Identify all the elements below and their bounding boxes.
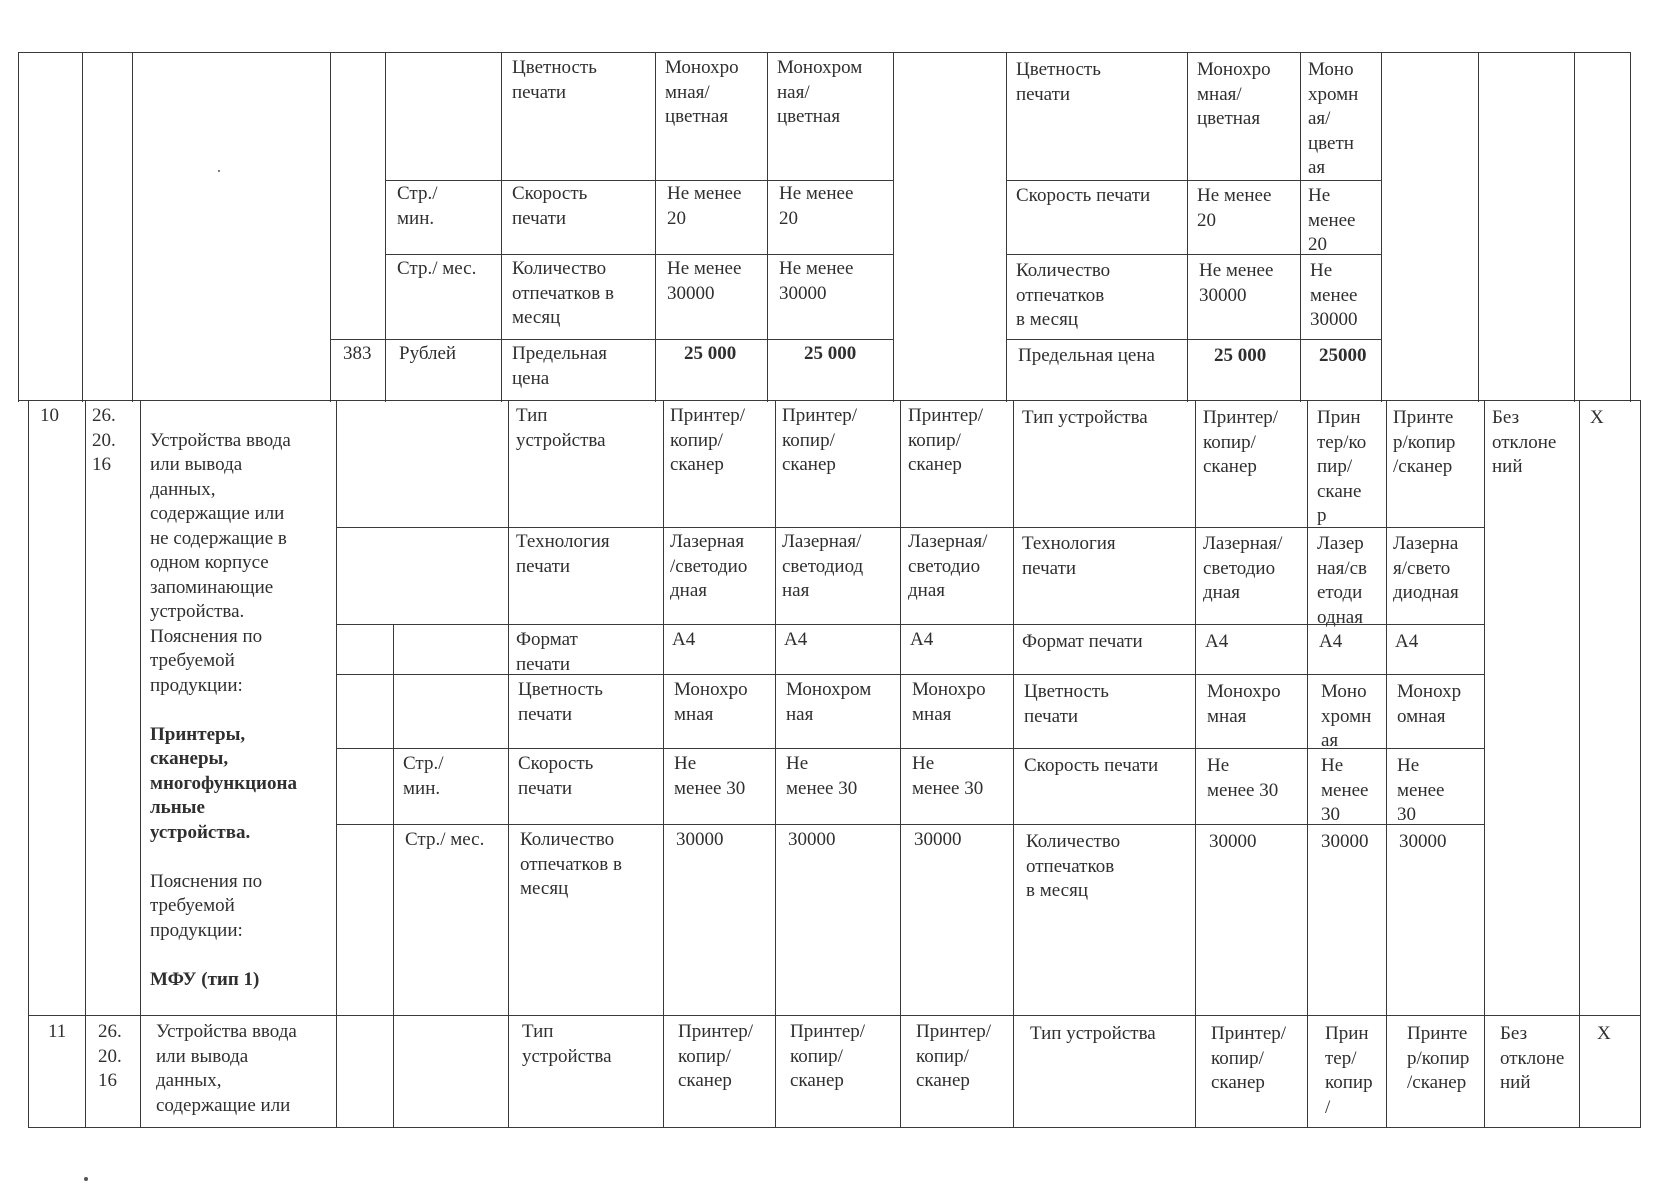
type-value: Принтер/ копир/ сканер — [1203, 407, 1279, 477]
table-border — [18, 400, 1640, 401]
code-cell: 383 — [343, 343, 372, 364]
price-value: 25 000 — [684, 343, 737, 364]
x-mark: X — [1590, 407, 1604, 428]
type-value: Прин тер/ко пир/ скане р — [1317, 407, 1367, 526]
type-label: Тип устройства — [1022, 407, 1148, 428]
deviation-note: Без отклоне ний — [1492, 407, 1557, 477]
color-label: Цветность печати — [1024, 681, 1109, 727]
okpd-code: 26. 20. 16 — [98, 1021, 122, 1091]
speed-value: Не менее 30 — [912, 753, 984, 799]
unit-cell: Рублей — [399, 343, 457, 364]
tech-label: Технология печати — [1022, 533, 1116, 579]
table-border — [508, 400, 509, 1128]
scan-speck — [218, 170, 220, 172]
row-number: 11 — [48, 1021, 67, 1042]
table-border — [1478, 52, 1479, 402]
product-description: Устройства ввода или вывода данных, содержащие или — [156, 1021, 297, 1116]
table-border — [1195, 400, 1196, 1128]
type-value: Принтер/ копир/ сканер — [1211, 1023, 1287, 1093]
table-border — [1006, 52, 1007, 402]
table-border — [82, 52, 83, 402]
speed-value: Не менее 20 — [667, 183, 742, 229]
table-border — [1307, 400, 1308, 1128]
count-value: 30000 — [1209, 831, 1257, 852]
price-value: 25 000 — [1214, 345, 1267, 366]
row-number: 10 — [40, 405, 59, 426]
format-value: А4 — [1319, 631, 1343, 652]
table-border — [85, 400, 86, 1128]
table-border — [385, 52, 386, 402]
table-border — [336, 824, 1484, 825]
format-value: А4 — [784, 629, 808, 650]
speed-value: Не менее 30 — [786, 753, 858, 799]
type-value: Принтер/ копир/ сканер — [782, 405, 858, 475]
type-label: Тип устройства — [522, 1021, 612, 1067]
count-value: Не менее 30000 — [667, 258, 742, 304]
description-text: Пояснения по требуемой продукции: — [150, 870, 263, 941]
color-value: Моно хромн ая/ цветн ая — [1308, 59, 1359, 178]
type-value: Принте р/копир /сканер — [1393, 407, 1456, 477]
speed-value: Не менее 30 — [1397, 755, 1445, 825]
count-label: Количество отпечатков в месяц — [512, 258, 614, 328]
table-border — [1484, 400, 1485, 1128]
price-label: Предельная цена — [1018, 345, 1155, 366]
count-value: 30000 — [788, 829, 836, 850]
color-label: Цветность печати — [1016, 59, 1101, 105]
tech-value: Лазерная/ светодио дная — [908, 531, 988, 601]
color-value: Монохро мная — [912, 679, 986, 725]
tech-label: Технология печати — [516, 531, 610, 577]
table-border — [336, 624, 1484, 625]
speed-label: Скорость печати — [1024, 755, 1159, 776]
table-border — [1187, 52, 1188, 402]
type-value: Принтер/ копир/ сканер — [916, 1021, 992, 1091]
price-value: 25 000 — [804, 343, 857, 364]
format-label: Формат печати — [1022, 631, 1143, 652]
x-mark: X — [1597, 1023, 1611, 1044]
price-value: 25000 — [1319, 345, 1367, 366]
speed-label: Скорость печати — [512, 183, 588, 229]
speed-label: Скорость печати — [1016, 185, 1151, 206]
type-value: Принтер/ копир/ сканер — [790, 1021, 866, 1091]
tech-value: Лазерная/ светодио дная — [1203, 533, 1283, 603]
tech-value: Лазерная/ светодиод ная — [782, 531, 864, 601]
description-text: Устройства ввода или вывода данных, содержащие или не содержащие в одном корпусе запоминающие устройства. Пояснения по требуемой продукции: — [150, 429, 291, 696]
unit-cell: Стр./ мин. — [397, 183, 438, 229]
type-value: Принтер/ копир/ сканер — [670, 405, 746, 475]
description-product-type: Принтеры, сканеры, многофункциона льные устройства. — [150, 723, 297, 843]
type-value: Принте р/копир /сканер — [1407, 1023, 1470, 1093]
deviation-note: Без отклоне ний — [1500, 1023, 1565, 1093]
color-value: Монохр омная — [1397, 681, 1462, 727]
table-border — [385, 254, 893, 255]
table-border — [140, 400, 141, 1128]
color-value: Монохро мная/ цветная — [1197, 59, 1271, 129]
tech-value: Лазерна я/свето диодная — [1393, 533, 1459, 603]
table-border — [1574, 52, 1575, 402]
table-border — [28, 1127, 1640, 1128]
count-value: Не менее 30000 — [1199, 260, 1274, 306]
table-border — [336, 527, 1484, 528]
count-label: Количество отпечатков в месяц — [1026, 831, 1121, 901]
format-value: А4 — [910, 629, 934, 650]
speed-value: Не менее 20 — [1308, 185, 1356, 255]
table-border — [1579, 400, 1580, 1128]
table-border — [663, 400, 664, 1128]
table-border — [1381, 52, 1382, 402]
speed-label: Скорость печати — [518, 753, 594, 799]
table-border — [18, 52, 1630, 53]
table-border — [1640, 400, 1641, 1128]
table-border — [1300, 52, 1301, 402]
color-value: Монохром ная/ цветная — [777, 57, 863, 127]
table-border — [336, 748, 1484, 749]
count-label: Количество отпечатков в месяц — [520, 829, 622, 899]
type-label: Тип устройства — [516, 405, 606, 451]
table-border — [655, 52, 656, 402]
type-value: Принтер/ копир/ сканер — [908, 405, 984, 475]
color-value: Моно хромн ая — [1321, 681, 1372, 751]
price-label: Предельная цена — [512, 343, 607, 389]
tech-value: Лазерная /светодио дная — [670, 531, 748, 601]
color-value: Монохром ная — [786, 679, 872, 725]
count-value: 30000 — [676, 829, 724, 850]
table-border — [501, 52, 502, 402]
speed-value: Не менее 30 — [1207, 755, 1279, 801]
table-border — [767, 52, 768, 402]
color-value: Монохро мная — [674, 679, 748, 725]
table-border — [1006, 339, 1381, 340]
table-border — [1630, 52, 1631, 402]
unit-cell: Стр./ мин. — [403, 753, 444, 799]
unit-cell: Стр./ мес. — [405, 829, 485, 850]
color-label: Цветность печати — [512, 57, 597, 103]
table-border — [1386, 400, 1387, 1128]
table-border — [330, 52, 331, 402]
unit-cell: Стр./ мес. — [397, 258, 477, 279]
description-model: МФУ (тип 1) — [150, 968, 260, 990]
table-border — [132, 52, 133, 402]
type-value: Прин тер/ копир / — [1325, 1023, 1373, 1118]
scan-speck — [84, 1177, 88, 1181]
count-label: Количество отпечатков в месяц — [1016, 260, 1111, 330]
table-border — [893, 52, 894, 402]
type-value: Принтер/ копир/ сканер — [678, 1021, 754, 1091]
format-label: Формат печати — [516, 629, 578, 675]
count-value: Не менее 30000 — [779, 258, 854, 304]
format-value: А4 — [1395, 631, 1419, 652]
color-label: Цветность печати — [518, 679, 603, 725]
speed-value: Не менее 30 — [674, 753, 746, 799]
table-border — [336, 674, 1484, 675]
okpd-code: 26. 20. 16 — [92, 405, 116, 475]
count-value: Не менее 30000 — [1310, 260, 1358, 330]
speed-value: Не менее 20 — [1197, 185, 1272, 231]
format-value: А4 — [1205, 631, 1229, 652]
table-border — [1013, 400, 1014, 1128]
color-value: Монохро мная — [1207, 681, 1281, 727]
table-border — [28, 400, 29, 1128]
table-border — [18, 52, 19, 402]
table-border — [393, 625, 394, 1128]
count-value: 30000 — [1399, 831, 1447, 852]
tech-value: Лазер ная/св етоди одная — [1317, 533, 1368, 628]
format-value: А4 — [672, 629, 696, 650]
table-border — [900, 400, 901, 1128]
table-border — [775, 400, 776, 1128]
speed-value: Не менее 30 — [1321, 755, 1369, 825]
count-value: 30000 — [914, 829, 962, 850]
table-border — [330, 339, 893, 340]
type-label: Тип устройства — [1030, 1023, 1156, 1044]
product-description — [150, 404, 330, 1017]
speed-value: Не менее 20 — [779, 183, 854, 229]
count-value: 30000 — [1321, 831, 1369, 852]
color-value: Монохро мная/ цветная — [665, 57, 739, 127]
table-border — [385, 180, 893, 181]
table-border — [336, 400, 337, 1128]
